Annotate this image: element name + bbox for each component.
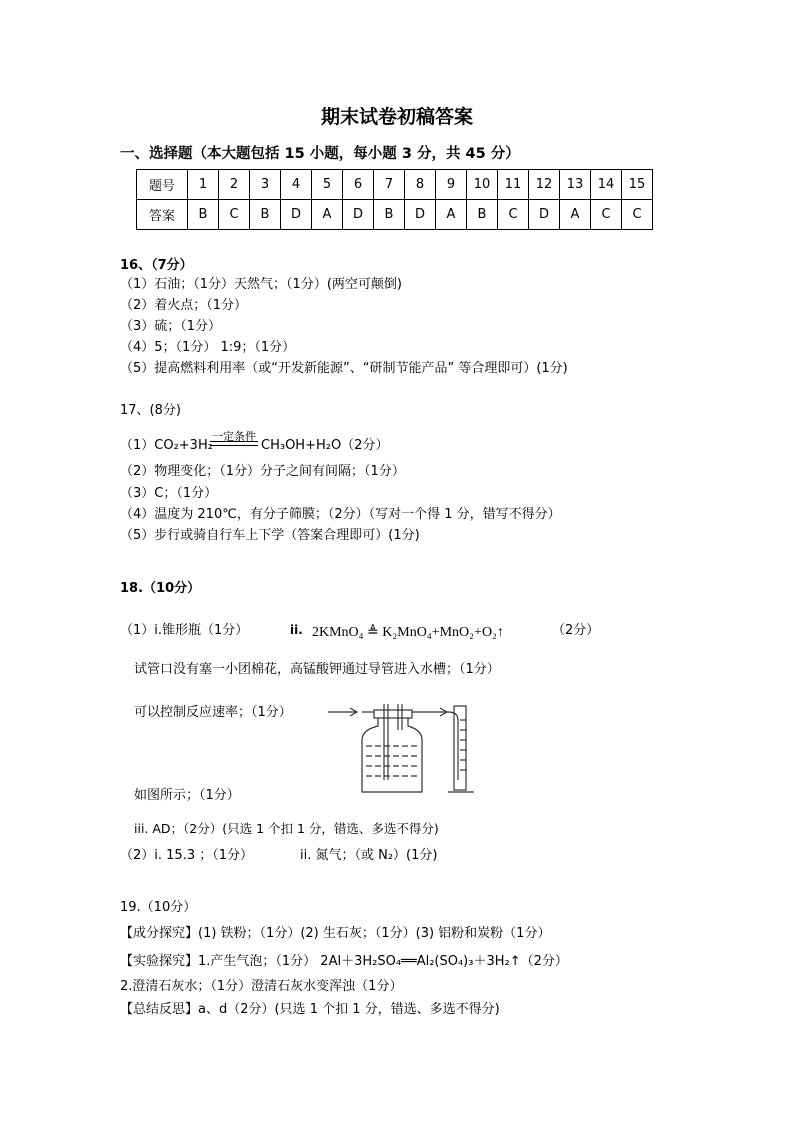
question-17-heading: 17、(8分) bbox=[120, 403, 181, 418]
question-number-cell: 15 bbox=[622, 170, 653, 200]
question-number-cell: 1 bbox=[188, 170, 219, 200]
answer-cell: B bbox=[374, 200, 405, 230]
answer-line: 如图所示；（1分） bbox=[134, 788, 240, 803]
answer-line: （2）物理变化；（1分）分子之间有间隔；（1分） bbox=[120, 464, 405, 479]
question-number-cell: 14 bbox=[591, 170, 622, 200]
answer-line: （1）i.锥形瓶（1分） bbox=[120, 623, 249, 638]
answer-line: 【总结反思】a、d（2分）(只选 1 个扣 1 分，错选、多选不得分) bbox=[120, 1002, 500, 1017]
answer-cell: C bbox=[219, 200, 250, 230]
question-number-cell: 12 bbox=[529, 170, 560, 200]
question-16-heading: 16、（7分） bbox=[120, 258, 193, 273]
equation-score: （2分） bbox=[552, 623, 600, 638]
question-18-heading: 18.（10分） bbox=[120, 581, 201, 596]
answer-cell: B bbox=[188, 200, 219, 230]
equation-double-line bbox=[210, 441, 258, 446]
answer-cell: D bbox=[529, 200, 560, 230]
question-number-cell: 9 bbox=[436, 170, 467, 200]
table-row bbox=[137, 200, 653, 230]
answer-line: （1）石油；（1分）天然气；（1分）(两空可颠倒) bbox=[120, 277, 402, 292]
question-19-heading: 19.（10分） bbox=[120, 900, 197, 915]
question-number-cell: 7 bbox=[374, 170, 405, 200]
question-number-cell: 11 bbox=[498, 170, 529, 200]
answer-cell: A bbox=[560, 200, 591, 230]
question-number-cell: 4 bbox=[281, 170, 312, 200]
answer-line: （4）5；（1分） 1:9；（1分） bbox=[120, 340, 296, 355]
answer-line: （5）步行或骑自行车上下学（答案合理即可）(1分) bbox=[120, 528, 420, 543]
answer-cell: D bbox=[343, 200, 374, 230]
answer-cell: C bbox=[498, 200, 529, 230]
apparatus-diagram bbox=[326, 700, 496, 795]
answer-line: iii. AD；（2分）(只选 1 个扣 1 分，错选、多选不得分) bbox=[134, 821, 439, 836]
page-title: 期末试卷初稿答案 bbox=[320, 106, 473, 128]
answer-line: （2）着火点；（1分） bbox=[120, 298, 248, 313]
question-number-cell: 13 bbox=[560, 170, 591, 200]
reaction-condition: 一定条件 bbox=[212, 430, 256, 443]
answer-cell: A bbox=[312, 200, 343, 230]
answer-line: 可以控制反应速率；（1分） bbox=[134, 705, 292, 720]
answer-line: 【成分探究】(1) 铁粉；（1分）(2) 生石灰；（1分）(3) 铝粉和炭粉（1分） bbox=[120, 926, 551, 941]
question-number-cell: 8 bbox=[405, 170, 436, 200]
answer-line: 2.澄清石灰水；（1分）澄清石灰水变浑浊（1分） bbox=[120, 979, 403, 994]
answer-cell: C bbox=[591, 200, 622, 230]
answer-line: 【实验探究】1.产生气泡；（1分） 2Al＋3H₂SO₄══Al₂(SO₄)₃＋3H₂↑（2分） bbox=[120, 954, 568, 969]
question-number-cell: 5 bbox=[312, 170, 343, 200]
answer-cell: B bbox=[467, 200, 498, 230]
subpart-label: ii. bbox=[290, 623, 303, 637]
question-number-cell: 10 bbox=[467, 170, 498, 200]
answer-line: （5）提高燃料利用率（或“开发新能源”、“研制节能产品” 等合理即可）(1分) bbox=[120, 361, 568, 376]
answer-cell: C bbox=[622, 200, 653, 230]
question-number-cell: 6 bbox=[343, 170, 374, 200]
kmno4-equation: 2KMnO₄ ≜ K₂MnO₄+MnO₂+O₂↑ bbox=[312, 625, 504, 640]
question-number-cell: 3 bbox=[250, 170, 281, 200]
answer-cell: D bbox=[281, 200, 312, 230]
answer-line: 试管口没有塞一小团棉花，高锰酸钾通过导管进入水槽；（1分） bbox=[134, 662, 500, 677]
answer-line: （4）温度为 210℃，有分子筛膜；（2分）（写对一个得 1 分，错写不得分） bbox=[120, 507, 561, 522]
answer-line: ii. 氮气；（或 N₂）(1分) bbox=[300, 848, 438, 863]
section-heading: 一、选择题（本大题包括 15 小题，每小题 3 分，共 45 分） bbox=[120, 146, 520, 162]
answer-line: （3）C；（1分） bbox=[120, 486, 218, 501]
table-row bbox=[137, 170, 653, 200]
answer-table bbox=[136, 169, 653, 230]
table-header-cell: 答案 bbox=[137, 200, 188, 230]
table-header-cell: 题号 bbox=[137, 170, 188, 200]
equation-prefix: （1）CO₂+3H₂ bbox=[120, 438, 213, 453]
equation-suffix: CH₃OH+H₂O（2分） bbox=[261, 438, 389, 453]
question-number-cell: 2 bbox=[219, 170, 250, 200]
answer-line: （2）i. 15.3 ；（1分） bbox=[120, 848, 253, 863]
answer-line: （3）硫；（1分） bbox=[120, 319, 222, 334]
answer-cell: B bbox=[250, 200, 281, 230]
answer-cell: D bbox=[405, 200, 436, 230]
answer-cell: A bbox=[436, 200, 467, 230]
